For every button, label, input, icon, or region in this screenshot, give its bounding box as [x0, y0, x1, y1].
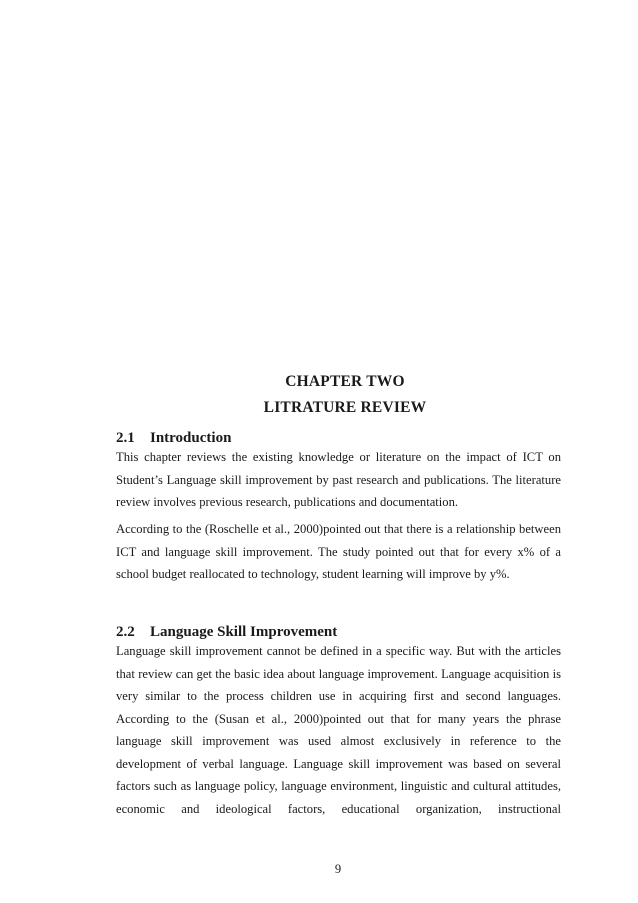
section-title: Introduction: [150, 430, 232, 446]
chapter-number-title: CHAPTER TWO: [285, 373, 405, 390]
paragraph-intro-1: This chapter reviews the existing knowledge or literature on the impact of ICT on Student’s Language skill improvement by past research and publications. The literature review involves previous research, publications and documentation.: [116, 450, 561, 509]
page-number: 9: [334, 862, 342, 876]
paragraph-language-skill-1: Language skill improvement cannot be defined in a specific way. But with the articles that review can get the basic idea about language improvement. Language acquisition is very similar to the process children use in acquiring first and second languages. According to the (Susan et al., 2000)pointed out that for many years the phrase language skill improvement was used almost exclusively in reference to the development of verbal language. Language skill improvement was based on several factors such as language policy, language environment, linguistic and cultural attitudes, economic and ideological factors, educational organization, instructional: [116, 644, 561, 816]
section-heading-language-skill: [116, 624, 337, 641]
paragraph-intro-2: According to the (Roschelle et al., 2000)pointed out that there is a relationship between ICT and language skill improvement. The study pointed out that for every x% of a school budget reallocated to technology, student learning will improve by y%.: [116, 522, 561, 581]
section-heading-introduction: [116, 430, 231, 447]
chapter-name: LITRATURE REVIEW: [263, 399, 427, 416]
section-number: 2.2: [116, 624, 135, 640]
section-title: Language Skill Improvement: [150, 624, 338, 640]
section-number: 2.1: [116, 430, 135, 446]
